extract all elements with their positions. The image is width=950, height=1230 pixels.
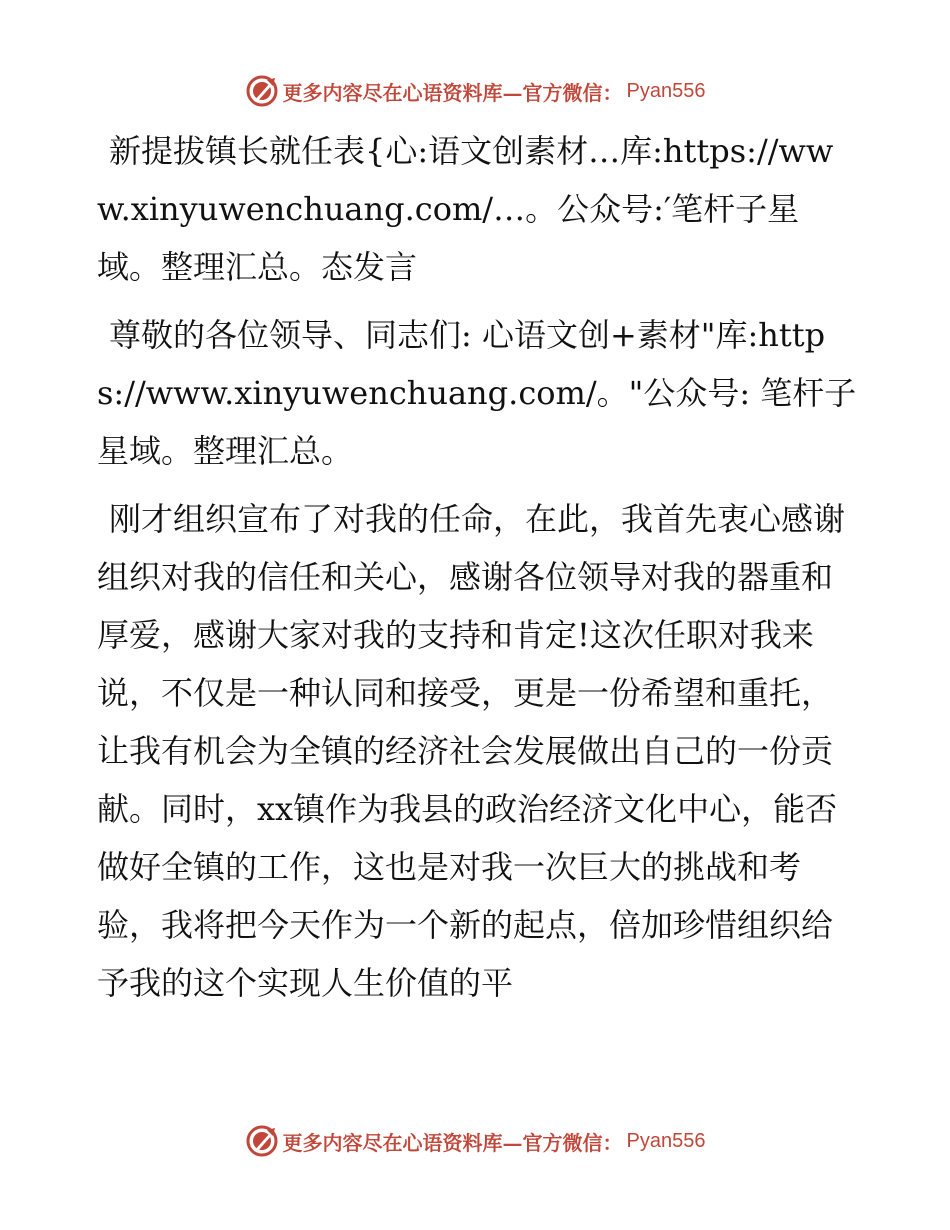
paragraph-greeting: 尊敬的各位领导、同志们: 心语文创+素材"库:https://www.xinyuwenchuang.com/。"公众号: 笔杆子星域。整理汇总。 bbox=[97, 316, 857, 470]
footer-banner-account: Pyan556 bbox=[626, 1129, 706, 1152]
header-banner bbox=[0, 71, 950, 111]
header-banner-text: 更多内容尽在心语资料库—官方微信： bbox=[282, 80, 623, 105]
document-body bbox=[97, 122, 857, 1022]
footer-banner bbox=[0, 1121, 950, 1161]
quill-logo-icon bbox=[245, 1124, 279, 1158]
paragraph-body: 刚才组织宣布了对我的任命，在此，我首先衷心感谢组织对我的信任和关心，感谢各位领导对我的器重和厚爱，感谢大家对我的支持和肯定!这次任职对我来说，不仅是一种认同和接受，更是一份希望和重托，让我有机会为全镇的经济社会发展做出自己的一份贡献。同时，xx镇作为我县的政治经济文化中心，能否做好全镇的工作，这也是对我一次巨大的挑战和考验，我将把今天作为一个新的起点，倍加珍惜组织给予我的这个实现人生价值的平 bbox=[97, 500, 846, 1002]
header-banner-account: Pyan556 bbox=[626, 79, 706, 102]
paragraph-title: 新提拔镇长就任表{心:语文创素材…库:https://www.xinyuwenchuang.com/…。公众号:′笔杆子星域。整理汇总。态发言 bbox=[97, 132, 834, 286]
quill-logo-icon bbox=[245, 74, 279, 108]
footer-banner-text: 更多内容尽在心语资料库—官方微信： bbox=[282, 1130, 623, 1155]
